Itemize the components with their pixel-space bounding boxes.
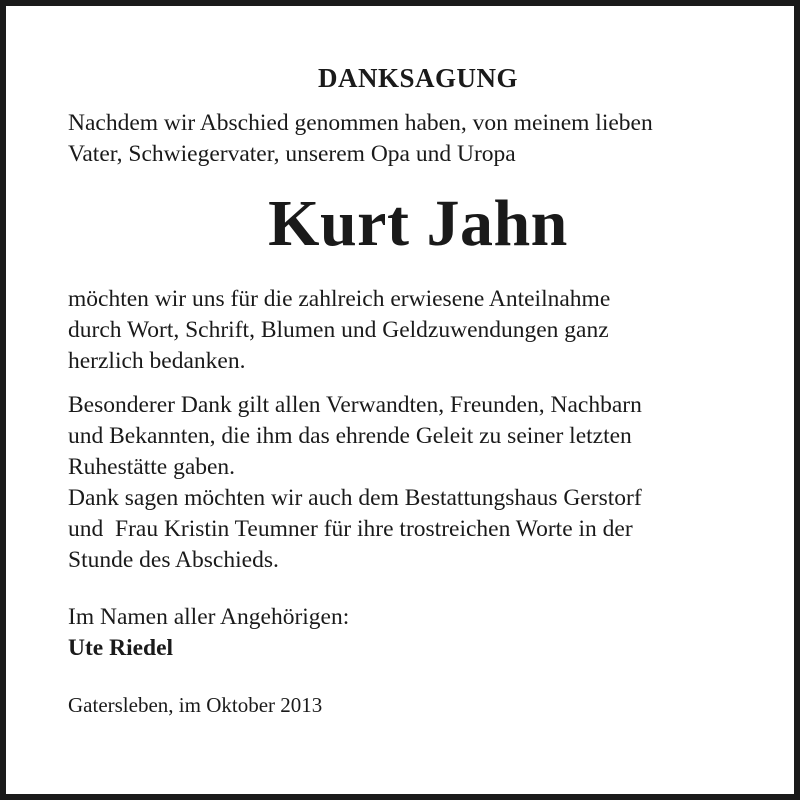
special-thanks-line: Besonderer Dank gilt allen Verwandten, Freunden, Nachbarn [68,392,642,418]
signer-name: Ute Riedel [68,635,174,661]
thanks-line: durch Wort, Schrift, Blumen und Geldzuwendungen ganz [68,317,609,343]
intro-paragraph [68,108,768,170]
thanks-paragraph [68,284,768,377]
special-thanks-line: Ruhestätte gaben. [68,454,236,480]
notice-content [68,58,768,721]
deceased-name: Kurt Jahn [268,187,568,260]
special-thanks-paragraph [68,390,768,576]
special-thanks-line: Stunde des Abschieds. [68,547,279,573]
place-date: Gatersleben, im Oktober 2013 [68,693,323,717]
special-thanks-line: und Frau Kristin Teumner für ihre trostreichen Worte in der [68,516,633,542]
special-thanks-line: und Bekannten, die ihm das ehrende Geleit zu seiner letzten [68,423,632,449]
thanks-line: herzlich bedanken. [68,348,246,374]
on-behalf-line: Im Namen aller Angehörigen: [68,604,350,630]
spacer [68,576,768,602]
thanks-line: möchten wir uns für die zahlreich erwiesene Anteilnahme [68,286,611,312]
spacer [68,377,768,390]
notice-heading: DANKSAGUNG [317,63,518,93]
intro-line: Nachdem wir Abschied genommen haben, von meinem lieben [68,110,653,136]
spacer [68,664,768,690]
intro-line: Vater, Schwiegervater, unserem Opa und Uropa [68,141,516,167]
special-thanks-line: Dank sagen möchten wir auch dem Bestattungshaus Gerstorf [68,485,642,511]
on-behalf-text [68,602,768,664]
